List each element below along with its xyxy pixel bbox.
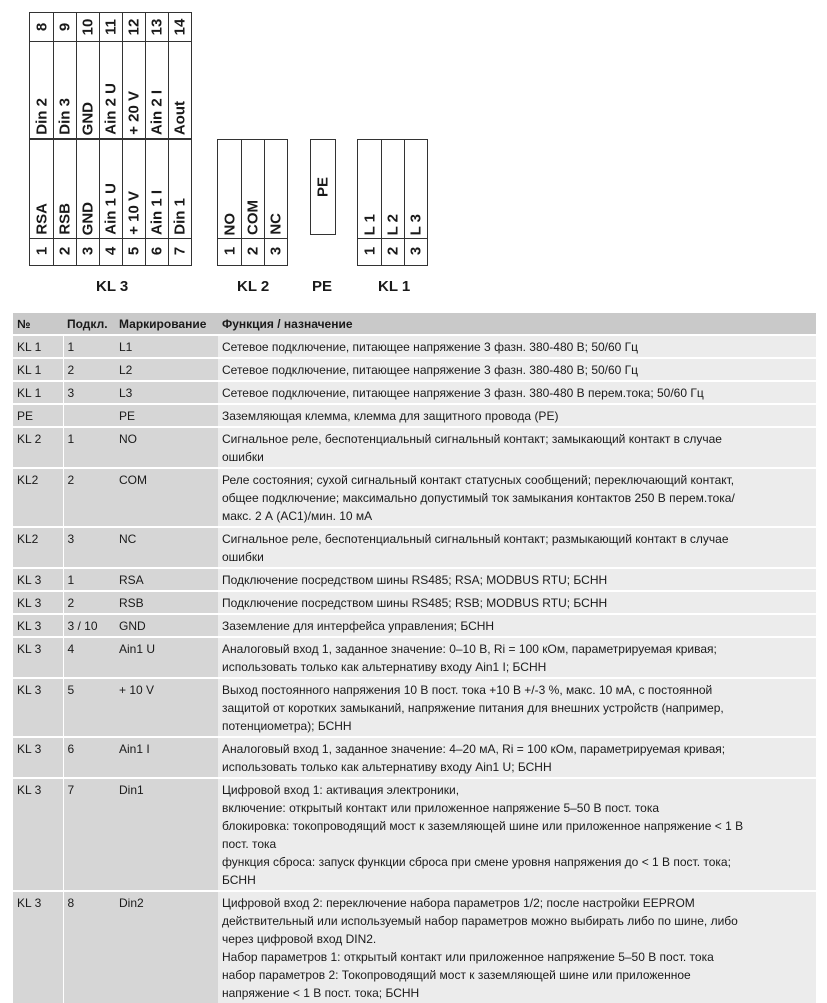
table-header-row bbox=[13, 312, 816, 335]
cell-connection: 1 bbox=[63, 335, 115, 358]
table-row bbox=[13, 737, 816, 778]
table-row bbox=[13, 637, 816, 678]
cell-marking: L2 bbox=[115, 358, 218, 381]
function-line: БСНН bbox=[222, 873, 256, 887]
kl3-bottom-number: 7 bbox=[171, 246, 189, 256]
cell-connection: 6 bbox=[63, 737, 115, 778]
kl3-bottom-cell bbox=[122, 140, 145, 238]
kl3-bottom-label: + 10 V bbox=[125, 191, 143, 235]
cell-marking: Ain1 U bbox=[115, 637, 218, 678]
cell-function bbox=[218, 358, 816, 381]
cell-connection bbox=[63, 404, 115, 427]
kl3-bottom-numbers bbox=[29, 237, 192, 266]
cell-number: KL 3 bbox=[13, 678, 63, 737]
kl1-cell bbox=[358, 140, 381, 238]
kl3-bottom-cell bbox=[30, 237, 53, 265]
function-line: Сетевое подключение, питающее напряжение 3 фазн. 380-480 В перем.тока; 50/60 Гц bbox=[222, 386, 704, 400]
kl2-cell bbox=[264, 140, 287, 238]
function-line: через цифровой вход DIN2. bbox=[222, 932, 377, 946]
kl1-cell bbox=[404, 237, 427, 265]
cell-connection: 1 bbox=[63, 427, 115, 468]
function-line: использовать только как альтернативу входу Ain1 I; БСНН bbox=[222, 660, 547, 674]
table-row bbox=[13, 404, 816, 427]
kl3-top-cell bbox=[76, 40, 99, 138]
cell-marking: GND bbox=[115, 614, 218, 637]
function-line: Цифровой вход 1: активация электроники, bbox=[222, 783, 460, 797]
kl2-label: NC bbox=[267, 213, 285, 235]
kl1-block-label: KL 1 bbox=[378, 278, 411, 295]
cell-function bbox=[218, 568, 816, 591]
function-line: функция сброса: запуск функции сброса при смене уровня напряжения до < 1 В пост. тока; bbox=[222, 855, 731, 869]
cell-number: KL 3 bbox=[13, 614, 63, 637]
kl2-numbers bbox=[217, 237, 288, 266]
function-line: Подключение посредством шины RS485; RSA; MODBUS RTU; БСНН bbox=[222, 573, 608, 587]
kl3-top-label: Din 3 bbox=[56, 98, 74, 135]
cell-number: KL 3 bbox=[13, 591, 63, 614]
kl3-bottom-label: RSB bbox=[56, 203, 74, 235]
kl3-top-number: 10 bbox=[79, 18, 97, 36]
kl1-labels bbox=[357, 139, 428, 239]
function-line: общее подключение; максимально допустимый ток замыкания контактов 250 В перем.тока/ bbox=[222, 491, 735, 505]
function-line: пост. тока bbox=[222, 837, 277, 851]
kl3-top-cell bbox=[122, 40, 145, 138]
kl3-bottom-label: RSA bbox=[33, 203, 50, 235]
kl2-cell bbox=[218, 237, 241, 265]
kl3-bottom-labels bbox=[29, 139, 192, 239]
function-line: Подключение посредством шины RS485; RSB; MODBUS RTU; БСНН bbox=[222, 596, 608, 610]
cell-connection: 5 bbox=[63, 678, 115, 737]
kl3-top-label: GND bbox=[79, 101, 97, 135]
kl3-top-label: Aout bbox=[171, 100, 189, 135]
cell-marking: RSA bbox=[115, 568, 218, 591]
kl3-bottom-cell bbox=[76, 237, 99, 265]
cell-function bbox=[218, 427, 816, 468]
function-line: использовать только как альтернативу входу Ain1 U; БСНН bbox=[222, 760, 552, 774]
kl3-top-cell bbox=[53, 13, 76, 41]
function-line: Сигнальное реле, беспотенциальный сигнальный контакт; размыкающий контакт в случае bbox=[222, 532, 729, 546]
kl3-bottom-number: 6 bbox=[148, 246, 166, 256]
kl3-bottom-cell bbox=[30, 140, 53, 238]
cell-connection: 7 bbox=[63, 778, 115, 891]
function-line: набор параметров 2: Токопроводящий мост к заземляющей шине или приложенное bbox=[222, 968, 691, 982]
cell-function bbox=[218, 891, 816, 1003]
kl3-top-number: 11 bbox=[102, 19, 120, 35]
table-row bbox=[13, 591, 816, 614]
kl3-bottom-cell bbox=[145, 237, 168, 265]
kl2-cell bbox=[241, 237, 264, 265]
pe-block-label: PE bbox=[312, 278, 333, 295]
kl3-top-cell bbox=[53, 40, 76, 138]
kl3-bottom-number: 1 bbox=[33, 246, 50, 256]
kl1-number: 1 bbox=[361, 246, 378, 256]
cell-number: KL2 bbox=[13, 468, 63, 527]
table-row bbox=[13, 468, 816, 527]
kl1-label: L 3 bbox=[407, 213, 425, 235]
cell-function bbox=[218, 468, 816, 527]
kl1-label: L 1 bbox=[361, 213, 378, 235]
cell-marking: COM bbox=[115, 468, 218, 527]
table-row bbox=[13, 427, 816, 468]
kl3-top-cell bbox=[168, 40, 191, 138]
cell-function bbox=[218, 678, 816, 737]
kl3-top-number: 13 bbox=[148, 18, 166, 36]
function-line: потенциометра); БСНН bbox=[222, 719, 352, 733]
cell-number: KL 3 bbox=[13, 637, 63, 678]
cell-number: KL 3 bbox=[13, 891, 63, 1003]
function-line: макс. 2 А (AC1)/мин. 10 мА bbox=[222, 509, 373, 523]
function-line: Заземляющая клемма, клемма для защитного провода (PE) bbox=[222, 409, 559, 423]
kl1-number: 2 bbox=[384, 246, 402, 256]
kl2-labels bbox=[217, 139, 288, 239]
kl3-top-numbers bbox=[29, 12, 192, 42]
kl1-cell bbox=[404, 140, 427, 238]
kl3-top-cell bbox=[30, 13, 53, 41]
kl1-number: 3 bbox=[407, 246, 425, 256]
function-line: Набор параметров 1: открытый контакт или приложенное напряжение 5–50 В пост. тока bbox=[222, 950, 714, 964]
kl3-block-label: KL 3 bbox=[96, 278, 129, 295]
cell-connection: 8 bbox=[63, 891, 115, 1003]
kl2-block-label: KL 2 bbox=[237, 278, 270, 295]
table-row bbox=[13, 381, 816, 404]
cell-connection: 2 bbox=[63, 358, 115, 381]
cell-function bbox=[218, 381, 816, 404]
cell-number: KL2 bbox=[13, 527, 63, 568]
cell-marking: Din2 bbox=[115, 891, 218, 1003]
kl3-bottom-number: 4 bbox=[102, 246, 120, 256]
cell-connection: 1 bbox=[63, 568, 115, 591]
function-line: Выход постоянного напряжения 10 В пост. тока +10 В +/-3 %, макс. 10 мА, с постоянной bbox=[222, 683, 713, 697]
cell-function bbox=[218, 591, 816, 614]
cell-marking: RSB bbox=[115, 591, 218, 614]
function-line: включение: открытый контакт или приложенное напряжение 5–50 В пост. тока bbox=[222, 801, 660, 815]
kl3-top-label: + 20 V bbox=[125, 91, 143, 135]
header-number: № bbox=[13, 312, 63, 335]
function-line: ошибки bbox=[222, 450, 264, 464]
kl3-top-label: Din 2 bbox=[33, 98, 50, 135]
kl1-cell bbox=[358, 237, 381, 265]
terminal-function-table bbox=[13, 311, 816, 1003]
cell-marking: NO bbox=[115, 427, 218, 468]
cell-number: KL 3 bbox=[13, 778, 63, 891]
cell-marking: + 10 V bbox=[115, 678, 218, 737]
kl1-numbers bbox=[357, 237, 428, 266]
function-line: напряжение < 1 В пост. тока; БСНН bbox=[222, 986, 420, 1000]
kl2-label: NO bbox=[221, 212, 238, 235]
table-row bbox=[13, 614, 816, 637]
kl3-top-cell bbox=[30, 40, 53, 138]
kl3-bottom-cell bbox=[76, 140, 99, 238]
cell-marking: PE bbox=[115, 404, 218, 427]
kl3-top-cell bbox=[145, 40, 168, 138]
kl3-bottom-cell bbox=[168, 237, 191, 265]
cell-connection: 3 bbox=[63, 527, 115, 568]
kl3-bottom-cell bbox=[99, 140, 122, 238]
kl2-cell bbox=[264, 237, 287, 265]
kl3-top-number: 12 bbox=[125, 18, 143, 36]
cell-connection: 3 / 10 bbox=[63, 614, 115, 637]
cell-number: KL 1 bbox=[13, 381, 63, 404]
kl3-top-number: 9 bbox=[56, 22, 74, 32]
function-line: Сигнальное реле, беспотенциальный сигнальный контакт; замыкающий контакт в случае bbox=[222, 432, 722, 446]
kl3-bottom-label: Ain 1 U bbox=[102, 183, 120, 235]
function-line: Сетевое подключение, питающее напряжение 3 фазн. 380-480 В; 50/60 Гц bbox=[222, 363, 639, 377]
table-row bbox=[13, 358, 816, 381]
kl2-number: 1 bbox=[221, 246, 238, 256]
cell-marking: L3 bbox=[115, 381, 218, 404]
kl3-top-label: Ain 2 U bbox=[102, 83, 120, 135]
table-row bbox=[13, 778, 816, 891]
cell-connection: 2 bbox=[63, 591, 115, 614]
kl3-top-cell bbox=[99, 13, 122, 41]
cell-function bbox=[218, 527, 816, 568]
kl3-top-number: 14 bbox=[171, 18, 189, 36]
cell-marking: Din1 bbox=[115, 778, 218, 891]
cell-number: KL 3 bbox=[13, 568, 63, 591]
function-line: блокировка: токопроводящий мост к заземляющей шине или приложенное напряжение < 1 В bbox=[222, 819, 744, 833]
kl3-top-number: 8 bbox=[33, 22, 50, 32]
table-row bbox=[13, 678, 816, 737]
kl3-bottom-cell bbox=[168, 140, 191, 238]
cell-connection: 4 bbox=[63, 637, 115, 678]
kl3-top-cell bbox=[168, 13, 191, 41]
cell-number: KL 1 bbox=[13, 335, 63, 358]
kl2-cell bbox=[241, 140, 264, 238]
kl3-bottom-number: 5 bbox=[125, 246, 143, 256]
kl2-cell bbox=[218, 140, 241, 238]
header-function: Функция / назначение bbox=[218, 312, 816, 335]
kl3-top-label: Ain 2 I bbox=[148, 89, 166, 135]
table-row bbox=[13, 891, 816, 1003]
cell-marking: NC bbox=[115, 527, 218, 568]
table-row bbox=[13, 335, 816, 358]
cell-marking: L1 bbox=[115, 335, 218, 358]
cell-function bbox=[218, 404, 816, 427]
table-row bbox=[13, 527, 816, 568]
cell-function bbox=[218, 637, 816, 678]
pe-terminal-label: PE bbox=[314, 176, 332, 198]
header-marking: Маркирование bbox=[115, 312, 218, 335]
cell-function bbox=[218, 614, 816, 637]
kl1-cell bbox=[381, 140, 404, 238]
function-line: Цифровой вход 2: переключение набора параметров 1/2; после настройки EEPROM bbox=[222, 896, 695, 910]
cell-number: KL 3 bbox=[13, 737, 63, 778]
cell-connection: 2 bbox=[63, 468, 115, 527]
kl3-bottom-label: Ain 1 I bbox=[148, 189, 166, 235]
kl3-top-cell bbox=[122, 13, 145, 41]
function-line: Аналоговый вход 1, заданное значение: 4–20 мА, Ri = 100 кОм, параметрируемая кривая; bbox=[222, 742, 726, 756]
pe-terminal bbox=[310, 139, 336, 235]
kl2-number: 2 bbox=[244, 246, 262, 256]
kl3-bottom-number: 3 bbox=[79, 246, 97, 256]
kl3-bottom-label: Din 1 bbox=[171, 198, 189, 235]
table-row bbox=[13, 568, 816, 591]
kl3-top-cell bbox=[145, 13, 168, 41]
cell-function bbox=[218, 737, 816, 778]
kl3-bottom-cell bbox=[53, 140, 76, 238]
function-line: Заземление для интерфейса управления; БСНН bbox=[222, 619, 495, 633]
cell-function bbox=[218, 778, 816, 891]
kl3-bottom-cell bbox=[53, 237, 76, 265]
kl3-bottom-cell bbox=[122, 237, 145, 265]
cell-connection: 3 bbox=[63, 381, 115, 404]
kl2-label: COM bbox=[244, 200, 262, 235]
cell-function bbox=[218, 335, 816, 358]
cell-number: PE bbox=[13, 404, 63, 427]
header-connection: Подкл. bbox=[63, 312, 115, 335]
cell-number: KL 2 bbox=[13, 427, 63, 468]
function-line: защитой от коротких замыканий, напряжение питания для внешних устройств (например, bbox=[222, 701, 724, 715]
function-line: Реле состояния; сухой сигнальный контакт статусных сообщений; переключающий контакт, bbox=[222, 473, 735, 487]
cell-number: KL 1 bbox=[13, 358, 63, 381]
kl1-cell bbox=[381, 237, 404, 265]
function-line: Аналоговый вход 1, заданное значение: 0–10 В, Ri = 100 кОм, параметрируемая кривая; bbox=[222, 642, 717, 656]
kl3-bottom-cell bbox=[145, 140, 168, 238]
kl3-top-cell bbox=[76, 13, 99, 41]
kl3-top-labels bbox=[29, 40, 192, 139]
pe-cell bbox=[311, 140, 335, 234]
function-line: Сетевое подключение, питающее напряжение 3 фазн. 380-480 В; 50/60 Гц bbox=[222, 340, 639, 354]
function-line: действительный или используемый набор параметров можно выбирать либо по шине, либо bbox=[222, 914, 738, 928]
kl3-bottom-number: 2 bbox=[56, 246, 74, 256]
kl1-label: L 2 bbox=[384, 213, 402, 235]
kl3-bottom-cell bbox=[99, 237, 122, 265]
kl2-number: 3 bbox=[267, 246, 285, 256]
kl3-top-cell bbox=[99, 40, 122, 138]
kl3-bottom-label: GND bbox=[79, 201, 97, 235]
cell-marking: Ain1 I bbox=[115, 737, 218, 778]
function-line: ошибки bbox=[222, 550, 264, 564]
